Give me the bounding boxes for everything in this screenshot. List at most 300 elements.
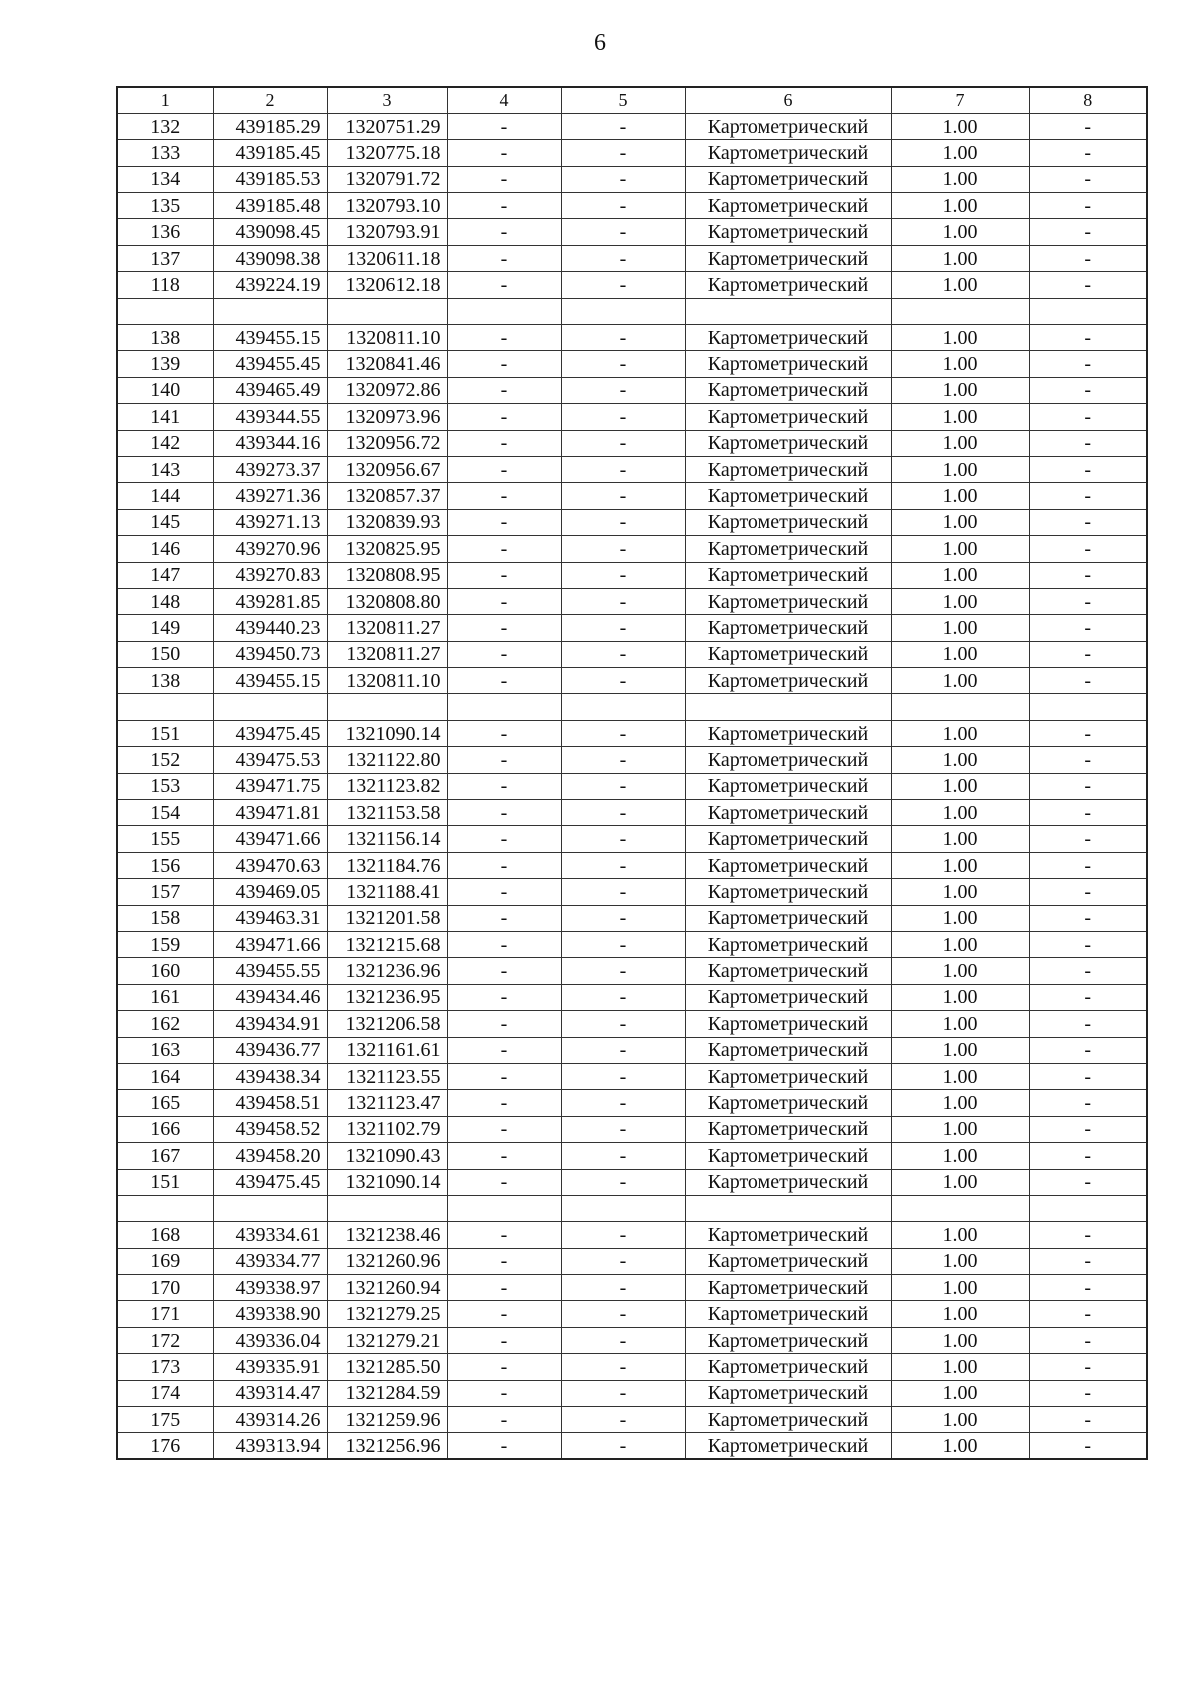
accuracy-cell: 1.00 — [891, 1433, 1029, 1459]
accuracy-cell: 1.00 — [891, 166, 1029, 192]
y-coordinate-cell: 1320811.10 — [327, 325, 447, 351]
point-number-cell: 145 — [117, 509, 213, 535]
accuracy-cell: 1.00 — [891, 1327, 1029, 1353]
table-row — [117, 325, 1147, 351]
accuracy-cell: 1.00 — [891, 113, 1029, 139]
point-number-cell: 135 — [117, 193, 213, 219]
table-row — [117, 298, 1147, 324]
y-coordinate-cell: 1321123.47 — [327, 1090, 447, 1116]
column-4-cell: - — [447, 800, 561, 826]
x-coordinate-cell: 439185.53 — [213, 166, 327, 192]
column-8-cell: - — [1029, 826, 1147, 852]
y-coordinate-cell: 1320811.10 — [327, 668, 447, 694]
column-8-cell: - — [1029, 588, 1147, 614]
column-4-cell: - — [447, 1037, 561, 1063]
column-5-cell: - — [561, 905, 685, 931]
method-cell: Картометрический — [685, 351, 891, 377]
point-number-cell: 169 — [117, 1248, 213, 1274]
x-coordinate-cell: 439469.05 — [213, 879, 327, 905]
accuracy-cell: 1.00 — [891, 430, 1029, 456]
x-coordinate-cell: 439271.36 — [213, 483, 327, 509]
accuracy-cell: 1.00 — [891, 1222, 1029, 1248]
y-coordinate-cell: 1321090.43 — [327, 1143, 447, 1169]
x-coordinate-cell: 439463.31 — [213, 905, 327, 931]
x-coordinate-cell — [213, 1195, 327, 1221]
column-8-cell: - — [1029, 351, 1147, 377]
column-5-cell: - — [561, 166, 685, 192]
y-coordinate-cell: 1320839.93 — [327, 509, 447, 535]
method-cell: Картометрический — [685, 536, 891, 562]
column-4-cell: - — [447, 773, 561, 799]
column-8-cell: - — [1029, 377, 1147, 403]
table-row — [117, 720, 1147, 746]
x-coordinate-cell: 439344.16 — [213, 430, 327, 456]
column-8-cell: - — [1029, 1433, 1147, 1459]
y-coordinate-cell: 1321238.46 — [327, 1222, 447, 1248]
point-number-cell: 158 — [117, 905, 213, 931]
accuracy-cell: 1.00 — [891, 140, 1029, 166]
table-row — [117, 905, 1147, 931]
method-cell: Картометрический — [685, 720, 891, 746]
column-4-cell: - — [447, 1380, 561, 1406]
point-number-cell: 160 — [117, 958, 213, 984]
method-cell — [685, 1195, 891, 1221]
method-cell: Картометрический — [685, 483, 891, 509]
point-number-cell: 144 — [117, 483, 213, 509]
column-4-cell: - — [447, 879, 561, 905]
point-number-cell: 171 — [117, 1301, 213, 1327]
column-4-cell: - — [447, 984, 561, 1010]
table-row — [117, 1169, 1147, 1195]
accuracy-cell: 1.00 — [891, 193, 1029, 219]
table-row — [117, 351, 1147, 377]
accuracy-cell: 1.00 — [891, 272, 1029, 298]
method-cell: Картометрический — [685, 509, 891, 535]
column-8-cell: - — [1029, 1275, 1147, 1301]
column-8-cell: - — [1029, 509, 1147, 535]
method-cell — [685, 694, 891, 720]
y-coordinate-cell: 1321256.96 — [327, 1433, 447, 1459]
column-4-cell: - — [447, 219, 561, 245]
point-number-cell: 162 — [117, 1011, 213, 1037]
column-5-cell: - — [561, 1380, 685, 1406]
column-5-cell: - — [561, 377, 685, 403]
x-coordinate-cell: 439185.45 — [213, 140, 327, 166]
coordinates-table — [116, 86, 1148, 1460]
point-number-cell: 142 — [117, 430, 213, 456]
column-4-cell: - — [447, 1063, 561, 1089]
column-5-cell: - — [561, 1037, 685, 1063]
column-8-cell: - — [1029, 113, 1147, 139]
column-8-cell: - — [1029, 879, 1147, 905]
column-4-cell: - — [447, 641, 561, 667]
column-4-cell: - — [447, 1407, 561, 1433]
table-row — [117, 483, 1147, 509]
point-number-cell: 150 — [117, 641, 213, 667]
column-4-cell: - — [447, 456, 561, 482]
x-coordinate-cell: 439455.15 — [213, 325, 327, 351]
point-number-cell: 163 — [117, 1037, 213, 1063]
column-8-cell: - — [1029, 852, 1147, 878]
y-coordinate-cell: 1321259.96 — [327, 1407, 447, 1433]
column-5-cell: - — [561, 1063, 685, 1089]
x-coordinate-cell: 439334.61 — [213, 1222, 327, 1248]
column-8-cell: - — [1029, 1327, 1147, 1353]
accuracy-cell: 1.00 — [891, 1143, 1029, 1169]
method-cell: Картометрический — [685, 641, 891, 667]
column-5-cell: - — [561, 1301, 685, 1327]
y-coordinate-cell: 1320611.18 — [327, 245, 447, 271]
y-coordinate-cell: 1321201.58 — [327, 905, 447, 931]
method-cell: Картометрический — [685, 140, 891, 166]
column-5-cell: - — [561, 272, 685, 298]
point-number-cell: 136 — [117, 219, 213, 245]
accuracy-cell: 1.00 — [891, 1116, 1029, 1142]
accuracy-cell: 1.00 — [891, 1090, 1029, 1116]
accuracy-cell: 1.00 — [891, 773, 1029, 799]
column-8-cell: - — [1029, 984, 1147, 1010]
point-number-cell: 133 — [117, 140, 213, 166]
column-5-cell: - — [561, 826, 685, 852]
column-4-cell: - — [447, 245, 561, 271]
point-number-cell: 118 — [117, 272, 213, 298]
accuracy-cell — [891, 298, 1029, 324]
column-4-cell: - — [447, 536, 561, 562]
method-cell: Картометрический — [685, 1407, 891, 1433]
x-coordinate-cell: 439271.13 — [213, 509, 327, 535]
column-8-cell: - — [1029, 193, 1147, 219]
point-number-cell: 157 — [117, 879, 213, 905]
table-header-row — [117, 87, 1147, 113]
column-5-cell: - — [561, 879, 685, 905]
x-coordinate-cell: 439098.38 — [213, 245, 327, 271]
method-cell: Картометрический — [685, 113, 891, 139]
x-coordinate-cell: 439224.19 — [213, 272, 327, 298]
column-4-cell: - — [447, 166, 561, 192]
point-number-cell: 138 — [117, 325, 213, 351]
table-row — [117, 1116, 1147, 1142]
column-5-cell: - — [561, 1433, 685, 1459]
table-row — [117, 1407, 1147, 1433]
column-5-cell: - — [561, 245, 685, 271]
x-coordinate-cell: 439470.63 — [213, 852, 327, 878]
method-cell: Картометрический — [685, 879, 891, 905]
method-cell: Картометрический — [685, 1169, 891, 1195]
method-cell: Картометрический — [685, 1380, 891, 1406]
accuracy-cell: 1.00 — [891, 932, 1029, 958]
x-coordinate-cell: 439438.34 — [213, 1063, 327, 1089]
y-coordinate-cell: 1321260.96 — [327, 1248, 447, 1274]
column-5-cell: - — [561, 430, 685, 456]
y-coordinate-cell: 1321161.61 — [327, 1037, 447, 1063]
column-4-cell: - — [447, 1275, 561, 1301]
accuracy-cell: 1.00 — [891, 588, 1029, 614]
y-coordinate-cell: 1320811.27 — [327, 615, 447, 641]
method-cell: Картометрический — [685, 958, 891, 984]
column-8-cell: - — [1029, 1248, 1147, 1274]
x-coordinate-cell: 439458.51 — [213, 1090, 327, 1116]
method-cell: Картометрический — [685, 562, 891, 588]
x-coordinate-cell: 439335.91 — [213, 1354, 327, 1380]
accuracy-cell: 1.00 — [891, 984, 1029, 1010]
table-row — [117, 1301, 1147, 1327]
column-5-cell: - — [561, 1169, 685, 1195]
column-4-cell: - — [447, 1222, 561, 1248]
y-coordinate-cell: 1321236.96 — [327, 958, 447, 984]
x-coordinate-cell: 439336.04 — [213, 1327, 327, 1353]
point-number-cell: 164 — [117, 1063, 213, 1089]
column-4-cell — [447, 694, 561, 720]
column-8-cell: - — [1029, 1301, 1147, 1327]
method-cell: Картометрический — [685, 1090, 891, 1116]
point-number-cell: 165 — [117, 1090, 213, 1116]
x-coordinate-cell: 439314.26 — [213, 1407, 327, 1433]
column-4-cell: - — [447, 193, 561, 219]
column-8-cell: - — [1029, 958, 1147, 984]
y-coordinate-cell: 1320857.37 — [327, 483, 447, 509]
y-coordinate-cell: 1321153.58 — [327, 800, 447, 826]
method-cell: Картометрический — [685, 377, 891, 403]
method-cell: Картометрический — [685, 404, 891, 430]
column-8-cell: - — [1029, 615, 1147, 641]
x-coordinate-cell: 439471.75 — [213, 773, 327, 799]
table-row — [117, 932, 1147, 958]
column-5-cell: - — [561, 536, 685, 562]
x-coordinate-cell: 439440.23 — [213, 615, 327, 641]
y-coordinate-cell: 1321123.55 — [327, 1063, 447, 1089]
accuracy-cell: 1.00 — [891, 325, 1029, 351]
y-coordinate-cell: 1321122.80 — [327, 747, 447, 773]
table-row — [117, 193, 1147, 219]
column-4-cell: - — [447, 377, 561, 403]
column-8-cell: - — [1029, 404, 1147, 430]
point-number-cell — [117, 694, 213, 720]
table-row — [117, 1037, 1147, 1063]
column-4-cell: - — [447, 1354, 561, 1380]
table-row — [117, 1354, 1147, 1380]
page-number: 6 — [594, 30, 606, 56]
column-5-cell: - — [561, 932, 685, 958]
column-4-cell: - — [447, 1301, 561, 1327]
accuracy-cell: 1.00 — [891, 1169, 1029, 1195]
y-coordinate-cell: 1320793.91 — [327, 219, 447, 245]
x-coordinate-cell: 439475.45 — [213, 1169, 327, 1195]
column-8-cell: - — [1029, 905, 1147, 931]
column-8-cell: - — [1029, 1011, 1147, 1037]
method-cell: Картометрический — [685, 430, 891, 456]
table-row — [117, 1195, 1147, 1221]
method-cell: Картометрический — [685, 773, 891, 799]
y-coordinate-cell: 1321236.95 — [327, 984, 447, 1010]
y-coordinate-cell — [327, 298, 447, 324]
column-5-cell: - — [561, 1143, 685, 1169]
accuracy-cell: 1.00 — [891, 1407, 1029, 1433]
column-8-cell: - — [1029, 1169, 1147, 1195]
column-header: 1 — [117, 87, 213, 113]
y-coordinate-cell: 1321184.76 — [327, 852, 447, 878]
table-row — [117, 826, 1147, 852]
table-row — [117, 404, 1147, 430]
column-8-cell: - — [1029, 800, 1147, 826]
accuracy-cell: 1.00 — [891, 852, 1029, 878]
column-5-cell: - — [561, 509, 685, 535]
column-5-cell: - — [561, 1248, 685, 1274]
column-5-cell — [561, 298, 685, 324]
column-8-cell — [1029, 694, 1147, 720]
point-number-cell: 174 — [117, 1380, 213, 1406]
y-coordinate-cell: 1320775.18 — [327, 140, 447, 166]
x-coordinate-cell: 439313.94 — [213, 1433, 327, 1459]
column-4-cell: - — [447, 747, 561, 773]
column-4-cell: - — [447, 615, 561, 641]
column-8-cell: - — [1029, 773, 1147, 799]
point-number-cell: 153 — [117, 773, 213, 799]
point-number-cell: 149 — [117, 615, 213, 641]
column-5-cell: - — [561, 193, 685, 219]
x-coordinate-cell: 439450.73 — [213, 641, 327, 667]
point-number-cell: 175 — [117, 1407, 213, 1433]
method-cell: Картометрический — [685, 852, 891, 878]
accuracy-cell: 1.00 — [891, 800, 1029, 826]
y-coordinate-cell: 1320973.96 — [327, 404, 447, 430]
x-coordinate-cell: 439458.52 — [213, 1116, 327, 1142]
y-coordinate-cell: 1321102.79 — [327, 1116, 447, 1142]
table-row — [117, 456, 1147, 482]
column-4-cell: - — [447, 1327, 561, 1353]
column-5-cell: - — [561, 958, 685, 984]
x-coordinate-cell — [213, 298, 327, 324]
column-8-cell: - — [1029, 166, 1147, 192]
x-coordinate-cell: 439270.83 — [213, 562, 327, 588]
x-coordinate-cell: 439465.49 — [213, 377, 327, 403]
table-row — [117, 747, 1147, 773]
method-cell: Картометрический — [685, 800, 891, 826]
column-4-cell: - — [447, 958, 561, 984]
point-number-cell: 132 — [117, 113, 213, 139]
column-header: 8 — [1029, 87, 1147, 113]
y-coordinate-cell: 1320808.95 — [327, 562, 447, 588]
accuracy-cell: 1.00 — [891, 1011, 1029, 1037]
column-8-cell: - — [1029, 1063, 1147, 1089]
accuracy-cell: 1.00 — [891, 562, 1029, 588]
column-5-cell: - — [561, 483, 685, 509]
x-coordinate-cell: 439458.20 — [213, 1143, 327, 1169]
x-coordinate-cell: 439273.37 — [213, 456, 327, 482]
column-8-cell: - — [1029, 140, 1147, 166]
x-coordinate-cell: 439471.81 — [213, 800, 327, 826]
column-4-cell: - — [447, 668, 561, 694]
accuracy-cell: 1.00 — [891, 351, 1029, 377]
column-5-cell: - — [561, 1407, 685, 1433]
column-5-cell: - — [561, 140, 685, 166]
column-8-cell: - — [1029, 272, 1147, 298]
table-row — [117, 219, 1147, 245]
table-row — [117, 641, 1147, 667]
method-cell: Картометрический — [685, 219, 891, 245]
column-5-cell: - — [561, 1090, 685, 1116]
table-row — [117, 377, 1147, 403]
point-number-cell: 170 — [117, 1275, 213, 1301]
accuracy-cell: 1.00 — [891, 377, 1029, 403]
accuracy-cell: 1.00 — [891, 747, 1029, 773]
method-cell: Картометрический — [685, 905, 891, 931]
point-number-cell: 134 — [117, 166, 213, 192]
column-5-cell: - — [561, 113, 685, 139]
table-row — [117, 958, 1147, 984]
table-row — [117, 879, 1147, 905]
column-5-cell: - — [561, 773, 685, 799]
y-coordinate-cell: 1320825.95 — [327, 536, 447, 562]
y-coordinate-cell: 1320612.18 — [327, 272, 447, 298]
x-coordinate-cell: 439434.91 — [213, 1011, 327, 1037]
column-5-cell: - — [561, 984, 685, 1010]
column-5-cell: - — [561, 588, 685, 614]
y-coordinate-cell: 1321156.14 — [327, 826, 447, 852]
accuracy-cell: 1.00 — [891, 905, 1029, 931]
column-header: 3 — [327, 87, 447, 113]
method-cell — [685, 298, 891, 324]
x-coordinate-cell: 439338.97 — [213, 1275, 327, 1301]
column-header: 2 — [213, 87, 327, 113]
method-cell: Картометрический — [685, 456, 891, 482]
method-cell: Картометрический — [685, 984, 891, 1010]
column-header: 5 — [561, 87, 685, 113]
method-cell: Картометрический — [685, 1301, 891, 1327]
column-4-cell: - — [447, 272, 561, 298]
y-coordinate-cell: 1321279.25 — [327, 1301, 447, 1327]
method-cell: Картометрический — [685, 1222, 891, 1248]
accuracy-cell: 1.00 — [891, 509, 1029, 535]
y-coordinate-cell: 1320841.46 — [327, 351, 447, 377]
table-row — [117, 562, 1147, 588]
table-row — [117, 984, 1147, 1010]
x-coordinate-cell: 439281.85 — [213, 588, 327, 614]
table-row — [117, 1222, 1147, 1248]
point-number-cell: 173 — [117, 1354, 213, 1380]
y-coordinate-cell — [327, 1195, 447, 1221]
table-row — [117, 272, 1147, 298]
y-coordinate-cell: 1321284.59 — [327, 1380, 447, 1406]
point-number-cell: 155 — [117, 826, 213, 852]
table-row — [117, 1275, 1147, 1301]
column-8-cell — [1029, 298, 1147, 324]
method-cell: Картометрический — [685, 245, 891, 271]
accuracy-cell: 1.00 — [891, 245, 1029, 271]
table-row — [117, 1248, 1147, 1274]
x-coordinate-cell: 439436.77 — [213, 1037, 327, 1063]
column-8-cell: - — [1029, 1354, 1147, 1380]
y-coordinate-cell: 1321260.94 — [327, 1275, 447, 1301]
column-8-cell — [1029, 1195, 1147, 1221]
table-row — [117, 1011, 1147, 1037]
point-number-cell: 138 — [117, 668, 213, 694]
table-row — [117, 113, 1147, 139]
accuracy-cell: 1.00 — [891, 1248, 1029, 1274]
column-8-cell: - — [1029, 325, 1147, 351]
method-cell: Картометрический — [685, 1037, 891, 1063]
table-row — [117, 536, 1147, 562]
y-coordinate-cell: 1320808.80 — [327, 588, 447, 614]
table-row — [117, 588, 1147, 614]
point-number-cell: 148 — [117, 588, 213, 614]
column-4-cell — [447, 1195, 561, 1221]
column-8-cell: - — [1029, 245, 1147, 271]
table-row — [117, 166, 1147, 192]
column-5-cell: - — [561, 351, 685, 377]
accuracy-cell: 1.00 — [891, 641, 1029, 667]
point-number-cell: 176 — [117, 1433, 213, 1459]
method-cell: Картометрический — [685, 1433, 891, 1459]
